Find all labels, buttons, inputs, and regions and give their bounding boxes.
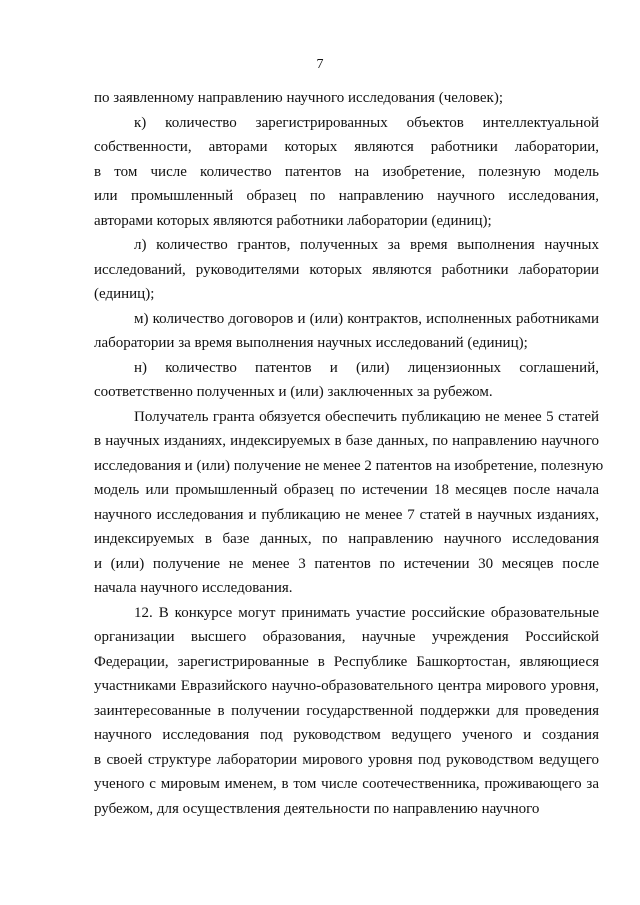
paragraph	[94, 405, 604, 601]
text-line: исследования и (или) получение не менее 2 патентов на изобретение, полезную	[94, 457, 604, 474]
text-line: научного исследования и публикацию не менее 7 статей в научных изданиях,	[94, 506, 599, 523]
text-line: индексируемых в базе данных, по направлению научного исследования	[94, 531, 599, 547]
paragraph	[94, 307, 599, 356]
text-line: по заявленному направлению научного исследования (человек);	[94, 90, 503, 106]
page-number: 7	[316, 57, 324, 72]
text-line: участниками Евразийского научно-образовательного центра мирового уровня,	[94, 678, 599, 694]
text-line: л) количество грантов, полученных за время выполнения научных	[134, 237, 599, 253]
text-line: организации высшего образования, научные учреждения Российской	[94, 629, 599, 645]
text-line: м) количество договоров и (или) контрактов, исполненных работниками	[134, 310, 599, 327]
paragraph	[94, 111, 599, 234]
text-line: 12. В конкурсе могут принимать участие российские образовательные	[134, 604, 599, 621]
paragraph	[94, 86, 599, 111]
text-line: или промышленный образец по направлению научного исследования,	[94, 188, 599, 204]
text-line: и (или) получение не менее 3 патентов по истечении 30 месяцев после	[94, 555, 599, 572]
paragraph	[94, 233, 599, 307]
text-line: (единиц);	[94, 286, 155, 302]
paragraph	[94, 356, 599, 405]
text-line: научного исследования под руководством ведущего ученого и создания	[94, 727, 599, 743]
text-line: к) количество зарегистрированных объектов интеллектуальной	[134, 114, 599, 131]
text-line: собственности, авторами которых являются работники лаборатории,	[94, 139, 599, 155]
text-line: н) количество патентов и (или) лицензионных соглашений,	[134, 359, 599, 376]
text-line: заинтересованные в получении государственной поддержки для проведения	[94, 702, 599, 719]
text-line: исследований, руководителями которых являются работники лаборатории	[94, 261, 599, 278]
text-line: ученого с мировым именем, в том числе соотечественника, проживающего за	[94, 776, 599, 792]
text-line: рубежом, для осуществления деятельности по направлению научного	[94, 800, 540, 817]
document-body	[94, 86, 604, 821]
text-line: в своей структуре лаборатории мирового уровня под руководством ведущего	[94, 751, 599, 768]
text-line: Получатель гранта обязуется обеспечить публикацию не менее 5 статей	[134, 408, 599, 425]
text-line: в том числе количество патентов на изобретение, полезную модель	[94, 163, 599, 180]
text-line: лаборатории за время выполнения научных исследований (единиц);	[94, 335, 528, 351]
text-line: в научных изданиях, индексируемых в базе данных, по направлению научного	[94, 433, 599, 449]
text-line: модель или промышленный образец по истечении 18 месяцев после начала	[94, 482, 599, 498]
text-line: начала научного исследования.	[94, 580, 293, 596]
text-line: Федерации, зарегистрированные в Республике Башкортостан, являющиеся	[94, 653, 599, 670]
text-line: авторами которых являются работники лаборатории (единиц);	[94, 212, 492, 229]
text-line: соответственно полученных и (или) заключенных за рубежом.	[94, 384, 493, 400]
paragraph	[94, 601, 599, 822]
